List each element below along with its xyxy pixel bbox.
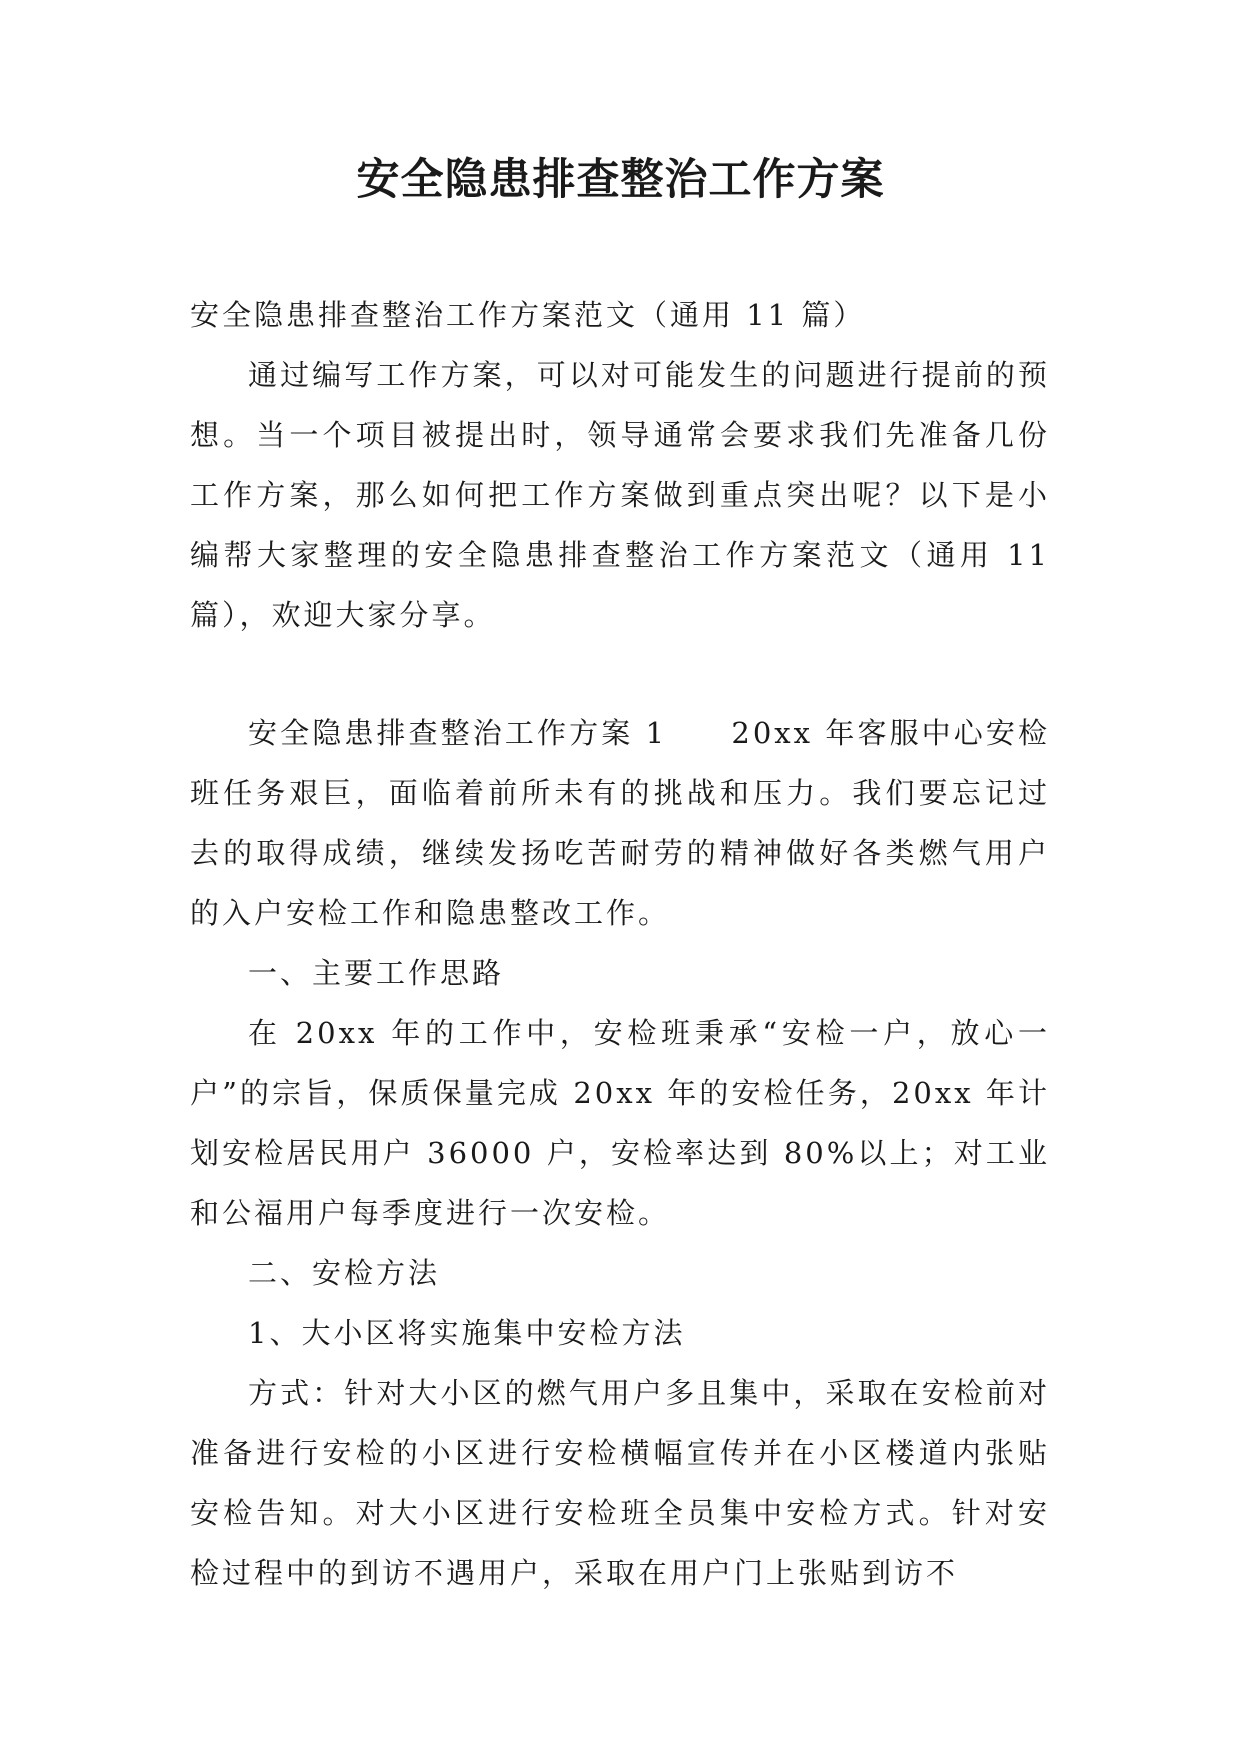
method1-paragraph: 方式：针对大小区的燃气用户多且集中，采取在安检前对准备进行安检的小区进行安检横幅宣传并在小区楼道内张贴安检告知。对大小区进行安检班全员集中安检方式。针对安检过程中的到访不遇用户，采取在用户门上张贴到访不 [190, 1376, 1050, 1590]
heading-main-ideas: 一、主要工作思路 [248, 956, 505, 990]
document-subtitle: 安全隐患排查整治工作方案范文（通用 11 篇） [190, 298, 866, 332]
section1-paragraph: 安全隐患排查整治工作方案 1 20xx 年客服中心安检班任务艰巨，面临着前所未有的挑战和压力。我们要忘记过去的取得成绩，继续发扬吃苦耐劳的精神做好各类燃气用户的入户安检工作和隐患整改工作。 [190, 716, 1050, 930]
document-body [190, 285, 1050, 1603]
paragraph-gap [190, 645, 1050, 703]
main-ideas-paragraph: 在 20xx 年的工作中，安检班秉承“安检一户，放心一户”的宗旨，保质保量完成 20xx 年的安检任务，20xx 年计划安检居民用户 36000 户，安检率达到 80%以上；对工业和公福用户每季度进行一次安检。 [190, 1016, 1050, 1230]
subheading-method1: 1、大小区将实施集中安检方法 [248, 1316, 686, 1350]
intro-paragraph: 通过编写工作方案，可以对可能发生的问题进行提前的预想。当一个项目被提出时，领导通常会要求我们先准备几份工作方案，那么如何把工作方案做到重点突出呢？以下是小编帮大家整理的安全隐患排查整治工作方案范文（通用 11 篇），欢迎大家分享。 [190, 358, 1050, 632]
document-title: 安全隐患排查整治工作方案 [356, 155, 885, 205]
heading-methods: 二、安检方法 [248, 1256, 441, 1290]
